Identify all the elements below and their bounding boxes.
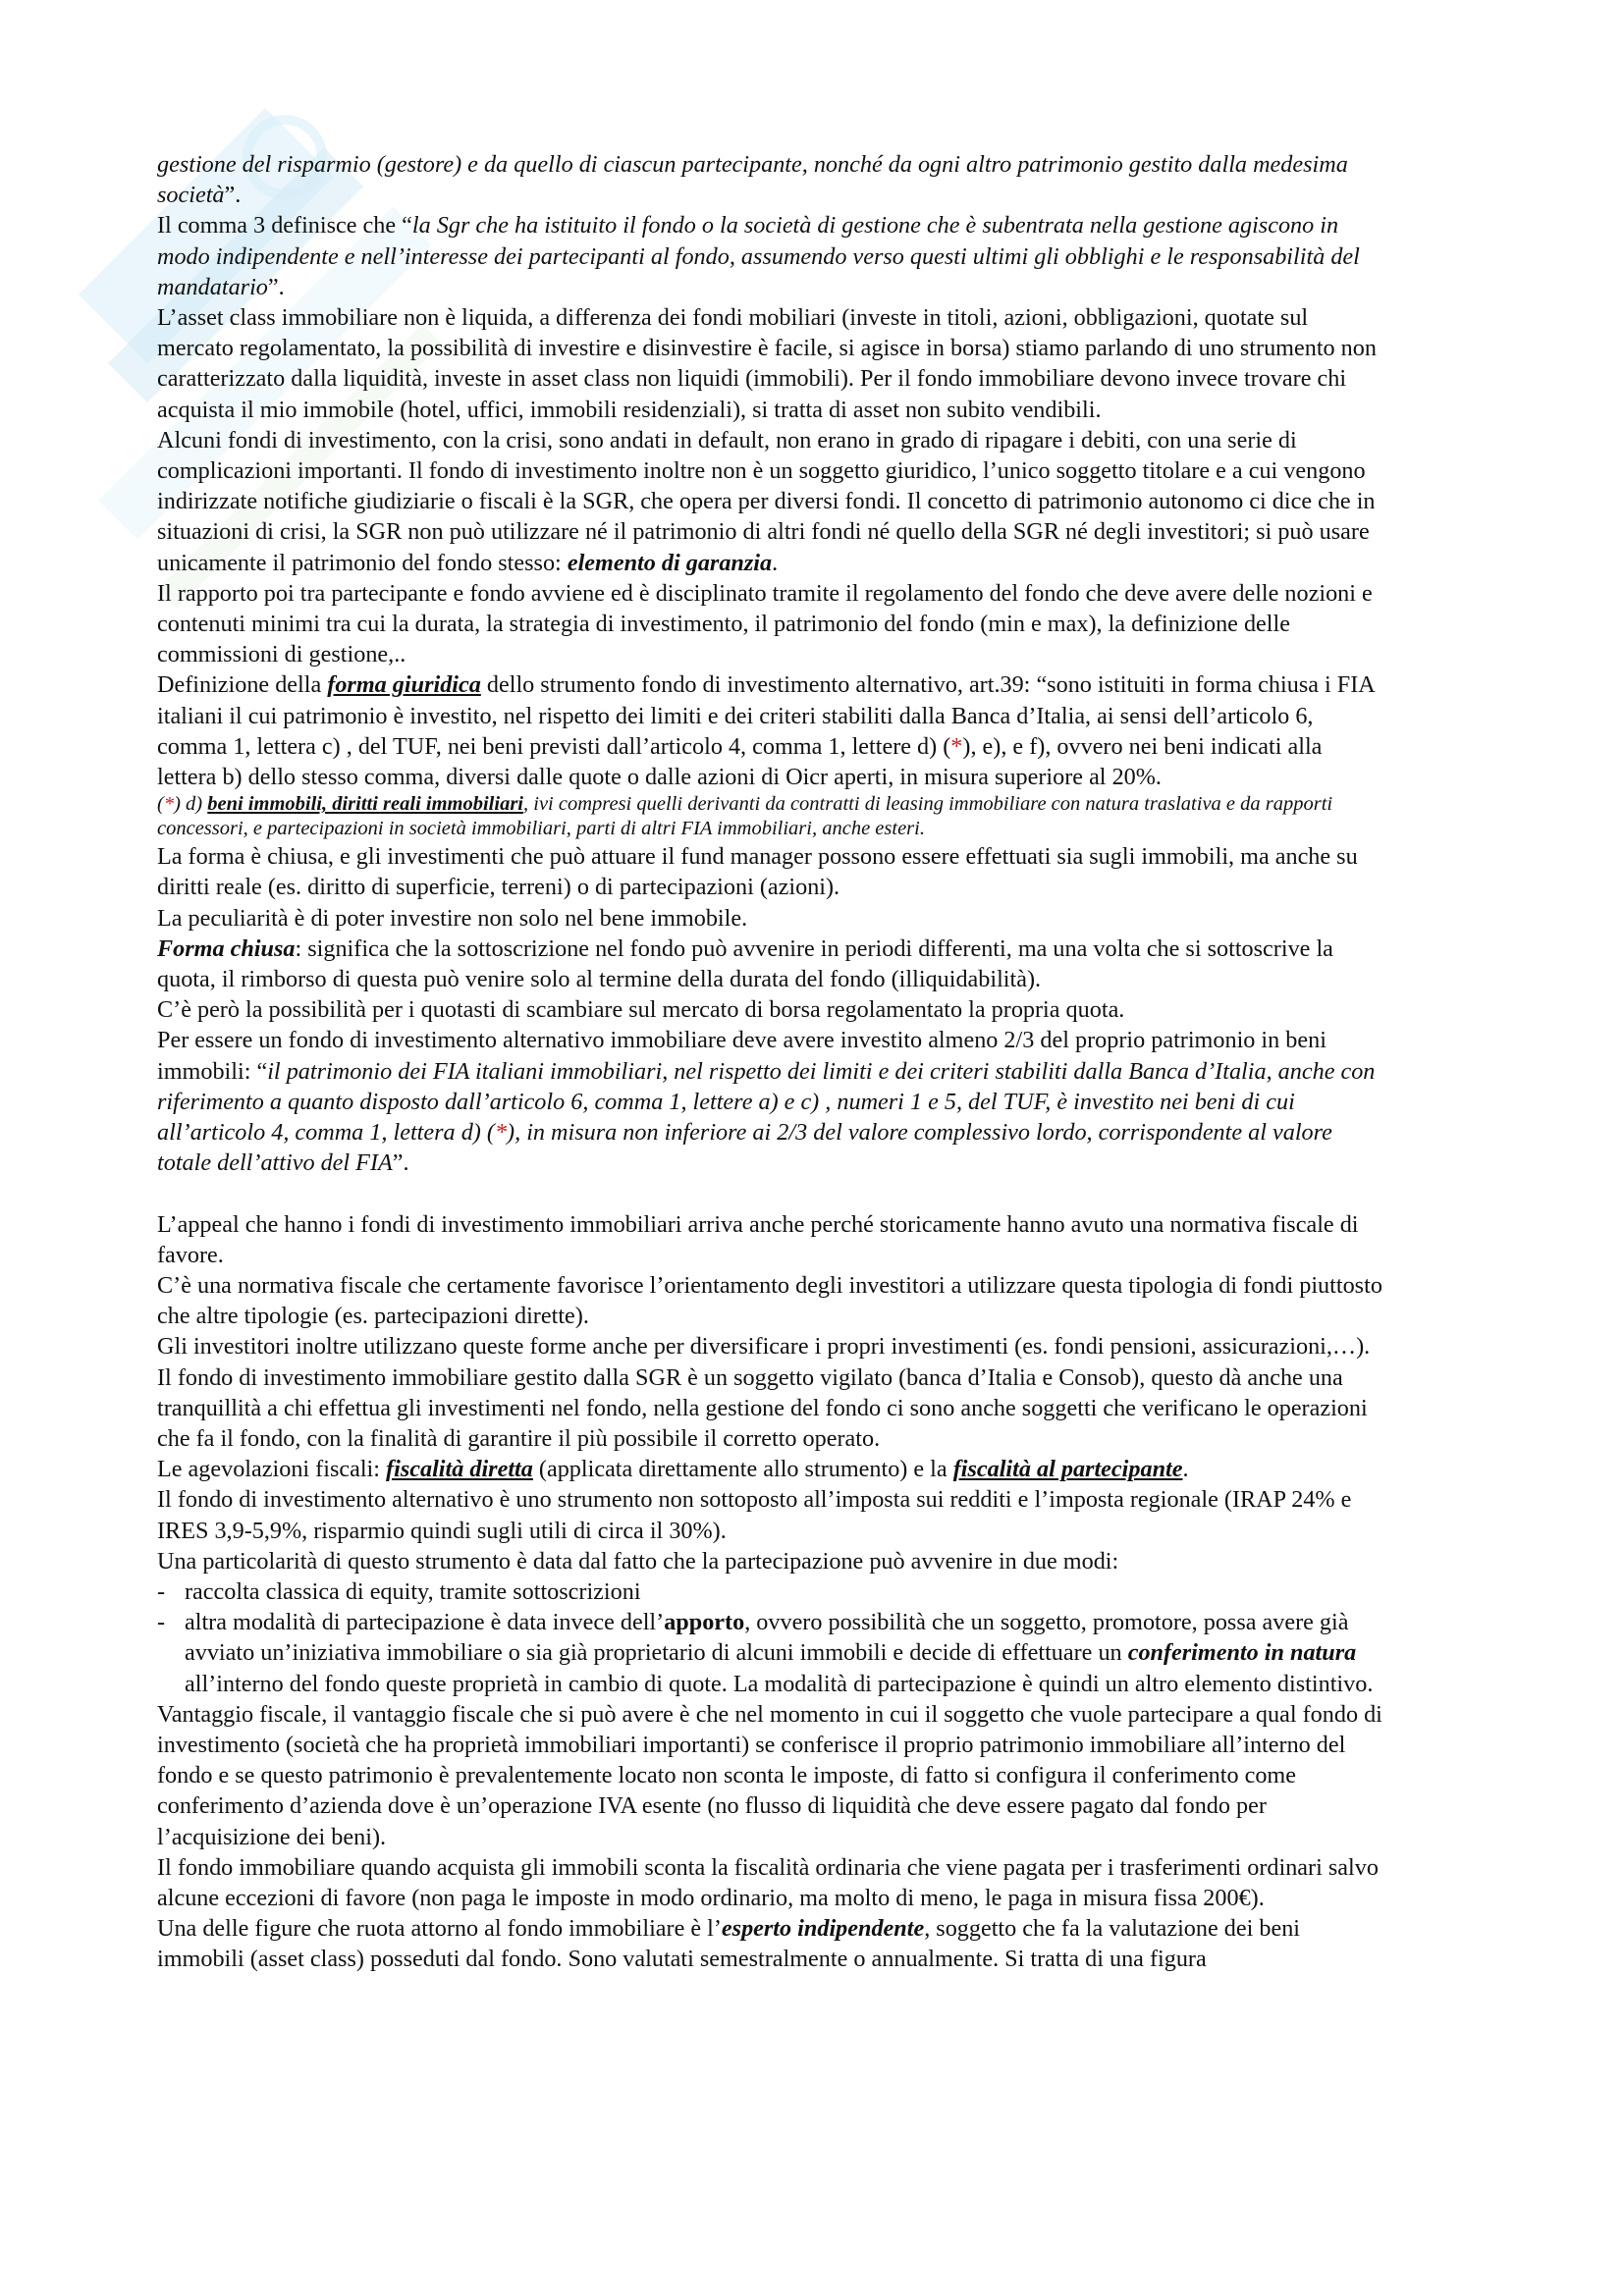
paragraph: Le agevolazioni fiscali: fiscalità diretta (applicata direttamente allo strumento) e la fiscalità al partecipante. (157, 1456, 1189, 1483)
paragraph: Gli investitori inoltre utilizzano queste forme anche per diversificare i propri investimenti (es. fondi pensioni, assicurazioni,…). (157, 1333, 1371, 1361)
asterisk-marker: * (950, 732, 963, 760)
paragraph: Definizione della forma giuridica dello strumento fondo di investimento alternativo, art.39: “sono istituiti in forma chiusa i FIA italiani il cui patrimonio è investito, nel rispetto dei limiti e dei criteri stabiliti dalla Banca d’Italia, ai sensi dell’articolo 6, comma 1, lettera c) , del TUF, nei beni previsti dall’articolo 4, comma 1, lettere d) (*), e), e f), ovvero nei beni indicati alla lettera b) dello stesso comma, diversi dalle quote o dalle azioni di Oicr aperti, in misura superiore al 20%. (157, 671, 1375, 791)
blank-line (157, 1179, 1384, 1209)
emphasis: beni immobili, diritti reali immobiliari (207, 793, 523, 816)
paragraph: La peculiarità è di poter investire non solo nel bene immobile. (157, 904, 748, 932)
dash-list (157, 1576, 1384, 1699)
paragraph: Una particolarità di questo strumento è data dal fatto che la partecipazione può avvenire in due modi: (157, 1547, 1119, 1575)
paragraph: Il fondo di investimento alternativo è uno strumento non sottoposto all’imposta sui redditi e l’imposta regionale (IRAP 24% e IRES 3,9-5,9%, risparmio quindi sugli utili di circa il 30%). (157, 1486, 1352, 1544)
paragraph: Il rapporto poi tra partecipante e fondo avviene ed è disciplinato tramite il regolamento del fondo che deve avere delle nozioni e contenuti minimi tra cui la durata, la strategia di investimento, il patrimonio del fondo (min e max), la definizione delle commissioni di gestione,.. (157, 579, 1373, 668)
paragraph: L’appeal che hanno i fondi di investimento immobiliari arriva anche perché storicamente hanno avuto una normativa fiscale di favore. (157, 1210, 1359, 1268)
emphasis: conferimento in natura (1127, 1639, 1357, 1667)
paragraph: Il comma 3 definisce che “la Sgr che ha istituito il fondo o la società di gestione che è subentrata nella gestione agiscono in modo indipendente e nell’interesse dei partecipanti al fondo, assumendo verso questi ultimi gli obblighi e le responsabilità del mandatario”. (157, 212, 1360, 300)
paragraph: Alcuni fondi di investimento, con la crisi, sono andati in default, non erano in grado di ripagare i debiti, con una serie di complicazioni importanti. Il fondo di investimento inoltre non è un soggetto giuridico, l’unico soggetto titolare e a cui vengono indirizzate notifiche giudiziarie o fiscali è la SGR, che opera per diversi fondi. Il concetto di patrimonio autonomo ci dice che in situazioni di crisi, la SGR non può utilizzare né il patrimonio di altri fondi né quello della SGR né degli investitori; si può usare unicamente il patrimonio del fondo stesso: elemento di garanzia. (157, 426, 1376, 576)
emphasis: esperto indipendente (721, 1915, 925, 1943)
emphasis: fiscalità diretta (386, 1456, 533, 1483)
emphasis: apporto (664, 1609, 745, 1636)
paragraph: Il fondo di investimento immobiliare gestito dalla SGR è un soggetto vigilato (banca d’Italia e Consob), questo dà anche una tranquillità a chi effettua gli investimenti nel fondo, nella gestione del fondo ci sono anche soggetti che verificano le operazioni che fa il fondo, con la finalità di garantire il più possibile il corretto operato. (157, 1363, 1368, 1452)
asterisk-marker: * (494, 1119, 508, 1147)
paragraph: Forma chiusa: significa che la sottoscrizione nel fondo può avvenire in periodi differenti, ma una volta che si sottoscrive la quota, il rimborso di questa può venire solo al termine della durata del fondo (illiquidabilità). (157, 934, 1333, 993)
list-item: - raccolta classica di equity, tramite sottoscrizioni (157, 1576, 1384, 1607)
emphasis: fiscalità al partecipante (952, 1456, 1183, 1483)
emphasis: Forma chiusa (157, 934, 296, 962)
paragraph: gestione del risparmio (gestore) e da quello di ciascun partecipante, nonché da ogni altro patrimonio gestito dalla medesima società”. (157, 151, 1348, 209)
document-text (157, 149, 1384, 1975)
asterisk-marker: * (163, 793, 175, 816)
paragraph: L’asset class immobiliare non è liquida, a differenza dei fondi mobiliari (investe in titoli, azioni, obbligazioni, quotate sul mercato regolamentato, la possibilità di investire e disinvestire è facile, si agisce in borsa) stiamo parlando di uno strumento non caratterizzato dalla liquidità, investe in asset class non liquidi (immobili). Per il fondo immobiliare devono invece trovare chi acquista il mio immobile (hotel, uffici, immobili residenziali), si tratta di asset non subito vendibili. (157, 304, 1377, 423)
paragraph: C’è una normativa fiscale che certamente favorisce l’orientamento degli investitori a utilizzare questa tipologia di fondi piuttosto che altre tipologie (es. partecipazioni dirette). (157, 1271, 1382, 1330)
emphasis: forma giuridica (327, 671, 481, 699)
footnote: (*) d) beni immobili, diritti reali immobiliari, ivi compresi quelli derivanti da contratti di leasing immobiliare con natura traslativa e da rapporti concessori, e partecipazioni in società immobiliari, parti di altri FIA immobiliari, anche esteri. (157, 793, 1333, 840)
emphasis: elemento di garanzia (567, 549, 773, 576)
list-item: - altra modalità di partecipazione è data invece dell’apporto, ovvero possibilità che un soggetto, promotore, possa avere già avviato un’iniziativa immobiliare o sia già proprietario di alcuni immobili e decide di effettuare un conferimento in natura all’interno del fondo queste proprietà in cambio di quote. La modalità di partecipazione è quindi un altro elemento distintivo. (157, 1607, 1384, 1699)
paragraph: Vantaggio fiscale, il vantaggio fiscale che si può avere è che nel momento in cui il soggetto che vuole partecipare a qual fondo di investimento (società che ha proprietà immobiliari importanti) se conferisce il proprio patrimonio immobiliare all’interno del fondo e se questo patrimonio è prevalentemente locato non sconta le imposte, di fatto si configura il conferimento come conferimento d’azienda dove è un’operazione IVA esente (no flusso di liquidità che deve essere pagato dal fondo per l’acquisizione dei beni). (157, 1700, 1382, 1850)
paragraph: Il fondo immobiliare quando acquista gli immobili sconta la fiscalità ordinaria che viene pagata per i trasferimenti ordinari salvo alcune eccezioni di favore (non paga le imposte in modo ordinario, ma molto di meno, le paga in misura fissa 200€). (157, 1853, 1379, 1911)
paragraph: La forma è chiusa, e gli investimenti che può attuare il fund manager possono essere effettuati sia sugli immobili, ma anche su diritti reale (es. diritto di superficie, terreni) o di partecipazioni (azioni). (157, 843, 1358, 901)
paragraph: C’è però la possibilità per i quotasti di scambiare sul mercato di borsa regolamentato la propria quota. (157, 996, 1125, 1024)
paragraph: Una delle figure che ruota attorno al fondo immobiliare è l’esperto indipendente, soggetto che fa la valutazione dei beni immobili (asset class) posseduti dal fondo. Sono valutati semestralmente o annualmente. Si tratta di una figura (157, 1915, 1301, 1973)
paragraph: Per essere un fondo di investimento alternativo immobiliare deve avere investito almeno 2/3 del proprio patrimonio in beni immobili: “il patrimonio dei FIA italiani immobiliari, nel rispetto dei limiti e dei criteri stabiliti dalla Banca d’Italia, anche con riferimento a quanto disposto dall’articolo 6, comma 1, lettere a) e c) , numeri 1 e 5, del TUF, è investito nei beni di cui all’articolo 4, comma 1, lettera d) (*), in misura non inferiore ai 2/3 del valore complessivo lordo, corrispondente al valore totale dell’attivo del FIA”. (157, 1027, 1376, 1177)
